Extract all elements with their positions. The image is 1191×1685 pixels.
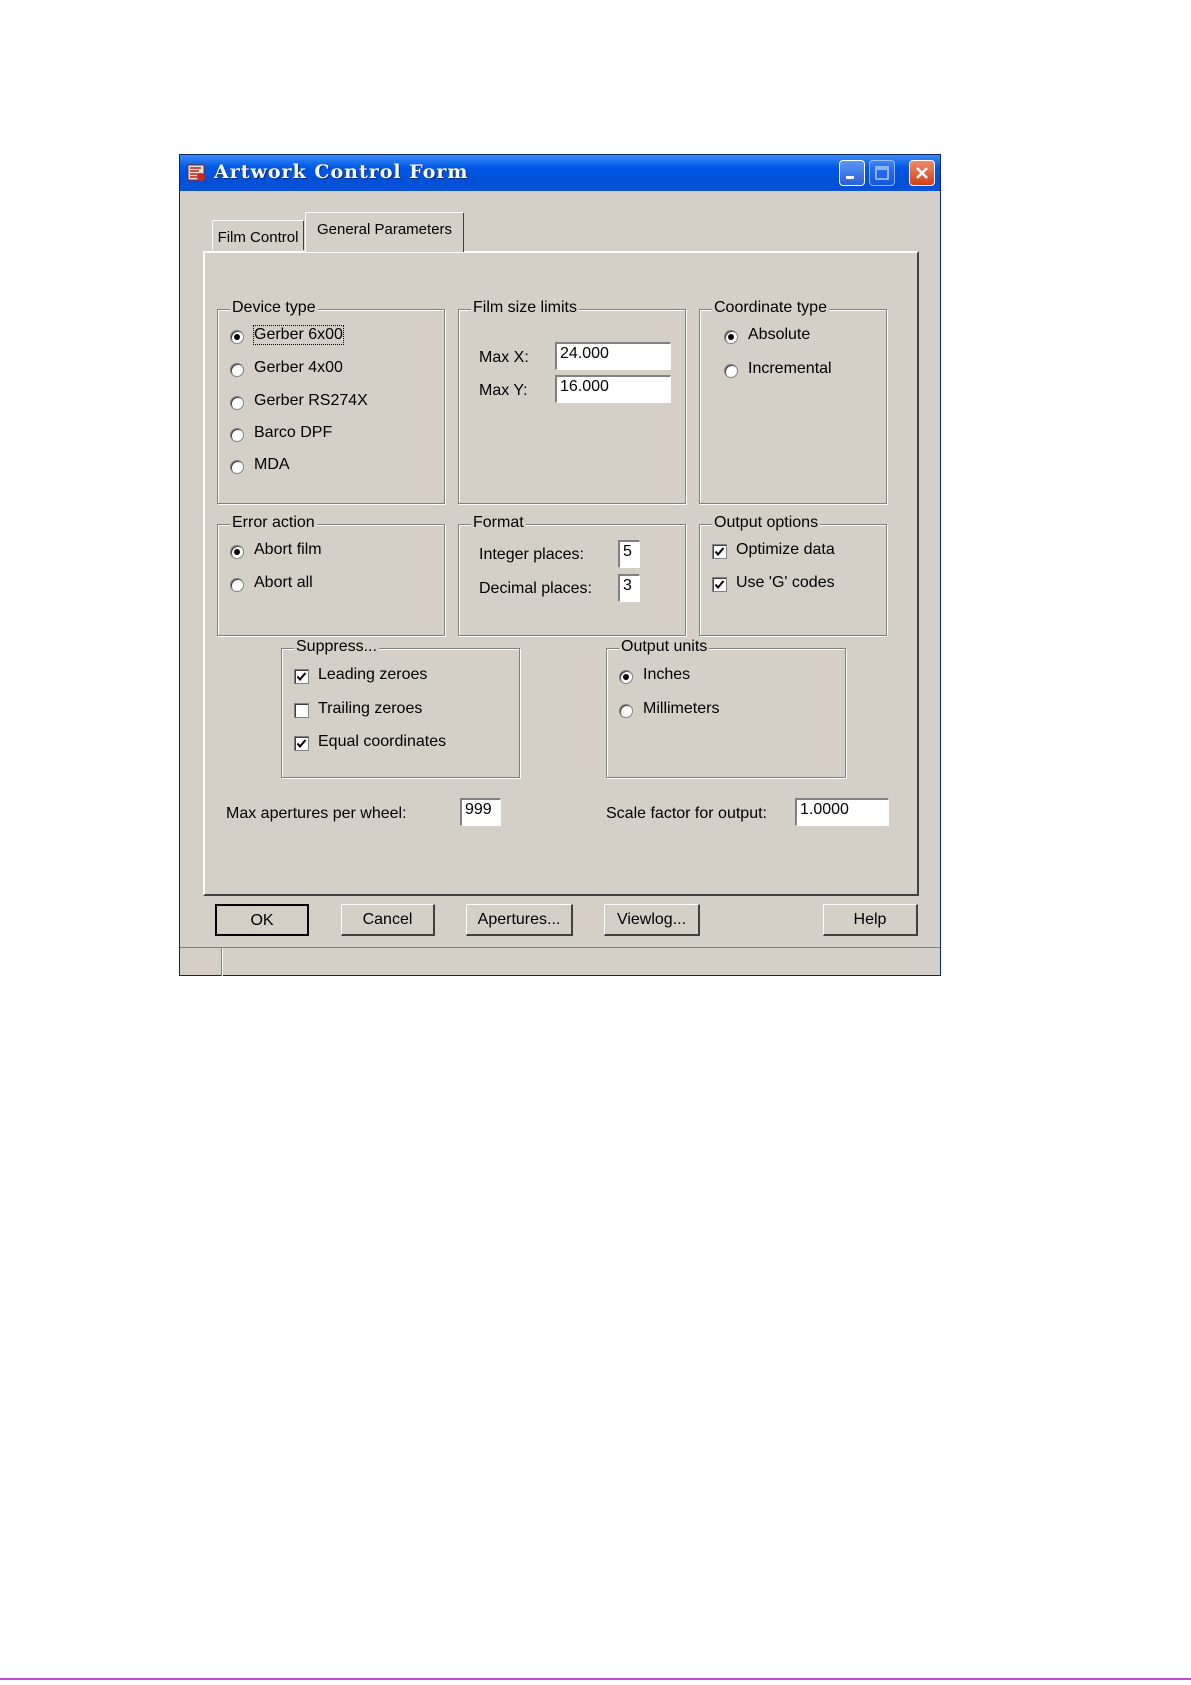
decimal-places-label: Decimal places: — [479, 580, 592, 597]
checkbox[interactable] — [712, 544, 727, 559]
page-bottom-border — [0, 1678, 1191, 1680]
scale-factor-label: Scale factor for output: — [606, 805, 767, 822]
option-label: Use 'G' codes — [736, 574, 835, 591]
radio-button[interactable] — [619, 670, 633, 684]
option-label: Gerber 4x00 — [254, 359, 343, 376]
app-icon — [187, 163, 207, 183]
decimal-places-field[interactable]: 3 — [618, 574, 640, 602]
error-action-title: Error action — [232, 514, 315, 531]
radio-button[interactable] — [724, 330, 738, 344]
option-label: MDA — [254, 456, 290, 473]
radio-button[interactable] — [230, 396, 244, 410]
radio-button[interactable] — [230, 363, 244, 377]
option-label: Incremental — [748, 360, 832, 377]
option-label: Abort film — [254, 541, 322, 558]
integer-places-field[interactable]: 5 — [618, 540, 640, 568]
help-button[interactable]: Help — [823, 904, 918, 936]
max-apertures-field[interactable]: 999 — [460, 798, 501, 826]
output-units-group — [606, 638, 846, 778]
error-action-group — [217, 514, 445, 636]
option-label: Equal coordinates — [318, 733, 447, 750]
apertures-button[interactable]: Apertures... — [466, 904, 573, 936]
viewlog-button[interactable]: Viewlog... — [604, 904, 700, 936]
tab-general-parameters[interactable]: General Parameters — [305, 212, 464, 252]
option-label: Optimize data — [736, 541, 835, 558]
coordinate-type-title: Coordinate type — [714, 299, 827, 316]
output-options-title: Output options — [714, 514, 819, 531]
ok-button[interactable]: OK — [215, 904, 309, 936]
option-label: Gerber RS274X — [254, 392, 368, 409]
check-mark-icon — [296, 671, 307, 682]
tab-film-control[interactable]: Film Control — [212, 220, 304, 250]
output-units-title: Output units — [621, 638, 708, 655]
device-type-title: Device type — [232, 299, 316, 316]
output-options-group — [699, 514, 887, 636]
status-bar — [180, 947, 940, 976]
max-y-field[interactable]: 16.000 — [555, 375, 671, 403]
max-x-field[interactable]: 24.000 — [555, 342, 671, 370]
radio-button[interactable] — [230, 460, 244, 474]
suppress-title: Suppress... — [296, 638, 377, 655]
close-button[interactable] — [909, 160, 935, 186]
option-label: Leading zeroes — [318, 666, 428, 683]
suppress-group — [281, 638, 520, 778]
checkbox[interactable] — [294, 703, 309, 718]
format-group — [458, 514, 686, 636]
radio-button[interactable] — [230, 428, 244, 442]
option-label: Gerber 6x00 — [254, 326, 343, 343]
check-mark-icon — [714, 579, 725, 590]
general-parameters-panel — [203, 251, 919, 896]
minimize-button[interactable] — [839, 160, 865, 186]
device-type-group — [217, 299, 445, 504]
max-apertures-label: Max apertures per wheel: — [226, 805, 407, 822]
option-label: Absolute — [748, 326, 811, 343]
max-y-label: Max Y: — [479, 382, 528, 399]
window-title: Artwork Control Form — [214, 161, 469, 183]
maximize-button[interactable] — [869, 160, 895, 186]
status-bar-divider — [221, 948, 223, 976]
radio-button[interactable] — [230, 578, 244, 592]
radio-button[interactable] — [724, 364, 738, 378]
film-size-limits-title: Film size limits — [473, 299, 577, 316]
option-label: Inches — [643, 666, 691, 683]
cancel-button[interactable]: Cancel — [341, 904, 435, 936]
checkbox[interactable] — [294, 669, 309, 684]
option-label: Trailing zeroes — [318, 700, 423, 717]
radio-button[interactable] — [230, 330, 244, 344]
integer-places-label: Integer places: — [479, 546, 584, 563]
option-label: Barco DPF — [254, 424, 333, 441]
option-label: Millimeters — [643, 700, 720, 717]
radio-button[interactable] — [230, 545, 244, 559]
check-mark-icon — [714, 546, 725, 557]
coordinate-type-group — [699, 299, 887, 504]
checkbox[interactable] — [712, 577, 727, 592]
title-bar[interactable] — [180, 155, 940, 191]
scale-factor-field[interactable]: 1.0000 — [795, 798, 889, 826]
option-label: Abort all — [254, 574, 313, 591]
format-title: Format — [473, 514, 524, 531]
radio-button[interactable] — [619, 704, 633, 718]
artwork-control-window — [179, 154, 941, 976]
checkbox[interactable] — [294, 736, 309, 751]
film-size-limits-group — [458, 299, 686, 504]
check-mark-icon — [296, 738, 307, 749]
max-x-label: Max X: — [479, 349, 529, 366]
